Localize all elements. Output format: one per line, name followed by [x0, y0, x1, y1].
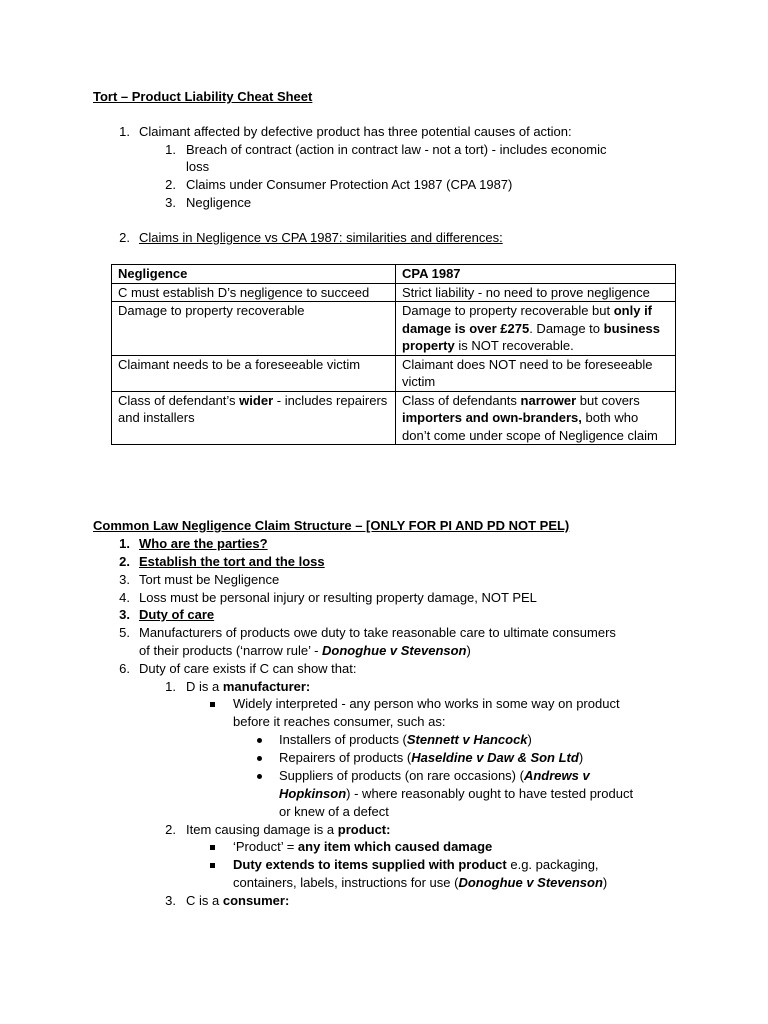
table-cell: C must establish D’s negligence to succeed: [112, 283, 396, 302]
table-cell: Strict liability - no need to prove negligence: [396, 283, 676, 302]
text-run: Installers of products (: [279, 732, 407, 747]
square-bullet-icon: [210, 863, 215, 868]
text-bold: product:: [337, 822, 391, 837]
text-bold: consumer:: [222, 893, 290, 908]
case-citation: Hopkinson: [279, 786, 347, 801]
sub2-bullet1: [233, 838, 492, 856]
case-citation: Andrews v: [523, 768, 590, 783]
text-bold: Duty extends to items supplied with product: [233, 857, 507, 872]
s3-item-text: [139, 642, 471, 660]
table-row: [112, 355, 676, 391]
s3-item-number: 3.: [119, 572, 130, 587]
s3-item-text: Duty of care exists if C can show that:: [139, 661, 357, 676]
s3-item-text: Duty of care: [139, 607, 215, 622]
s3-item-text: Manufacturers of products owe duty to take reasonable care to ultimate consumers: [139, 625, 616, 640]
square-bullet-icon: [210, 845, 215, 850]
table-header-row: [112, 265, 676, 284]
cell-text-bold: only if damage is over £275: [402, 303, 653, 336]
table-header-cpa: CPA 1987: [396, 265, 676, 284]
text-run: Repairers of products (: [279, 750, 412, 765]
sub2-number: 2.: [165, 822, 176, 837]
sub1-number: 1.: [165, 679, 176, 694]
s3-item-number: 2.: [119, 554, 130, 569]
table-row: [112, 391, 676, 445]
case-citation: Stennett v Hancock: [406, 732, 528, 747]
text-run: ): [602, 875, 608, 890]
dot-bullet-icon: [257, 774, 262, 779]
text-run: ): [578, 750, 584, 765]
table-cell: Damage to property recoverable: [112, 302, 396, 356]
cell-text: - includes repairers and installers: [118, 392, 388, 425]
sub1-text: [186, 678, 310, 696]
text-run: Suppliers of products (on rare occasions) (: [279, 768, 524, 783]
cell-text: is NOT recoverable.: [454, 338, 574, 353]
case-citation: Haseldine v Daw & Son Ltd: [411, 750, 579, 765]
table-cell: Claimant needs to be a foreseeable victim: [112, 355, 396, 391]
text-run: D is a: [186, 679, 223, 694]
s3-item-text: Tort must be Negligence: [139, 572, 280, 587]
text-bold: any item which caused damage: [297, 839, 493, 854]
case-citation: Donoghue v Stevenson: [322, 643, 467, 658]
section1-number: 1.: [119, 124, 130, 139]
text-run: ‘Product’ =: [233, 839, 298, 854]
section1-item2-number: 2.: [165, 177, 176, 192]
cell-text-bold: wider: [239, 392, 274, 408]
cell-text: Class of defendant’s: [118, 392, 240, 408]
s3-item-number: 3.: [119, 607, 130, 622]
sub1-bullet-line1: Widely interpreted - any person who works in some way on product: [233, 696, 620, 711]
section1-item3-line1: Negligence: [186, 195, 252, 210]
cell-text-bold: narrower: [520, 392, 577, 408]
sub2-bullet2: [233, 856, 599, 874]
sub2-text: [186, 821, 390, 839]
text-run: e.g. packaging,: [506, 857, 599, 872]
s3-item-number: 6.: [119, 661, 130, 676]
s3-item-text: Loss must be personal injury or resulting property damage, NOT PEL: [139, 590, 537, 605]
cell-text: Class of defendants: [402, 392, 521, 408]
s3-item-number: 4.: [119, 590, 130, 605]
cell-text-bold: business property: [402, 320, 660, 353]
section2-number: 2.: [119, 230, 130, 245]
cell-text-bold: importers and own-branders,: [402, 410, 582, 425]
case-citation: Donoghue v Stevenson: [458, 875, 603, 890]
s3-item-number: 1.: [119, 536, 130, 551]
s3-item-text: Establish the tort and the loss: [139, 554, 325, 569]
section2-text: Claims in Negligence vs CPA 1987: similarities and differences:: [139, 230, 503, 245]
cell-text: but covers: [576, 392, 640, 408]
table-cell: Claimant does NOT need to be foreseeable victim: [396, 355, 676, 391]
dot-bullet-icon: [257, 738, 262, 743]
square-bullet-icon: [210, 702, 215, 707]
table-cell: [396, 391, 676, 445]
sub1-dot-item: [279, 749, 583, 767]
text-run: ): [466, 643, 471, 658]
section1-item2-line1: Claims under Consumer Protection Act 1987 (CPA 1987): [186, 177, 513, 192]
cell-text: . Damage to: [529, 320, 604, 336]
table-row: [112, 302, 676, 356]
page-title: Tort – Product Liability Cheat Sheet: [93, 89, 313, 104]
sub1-dot-item: [279, 767, 590, 785]
dot-bullet-icon: [257, 756, 262, 761]
sub1-dot-item-cont: or knew of a defect: [279, 804, 389, 819]
section1-item1-number: 1.: [165, 142, 176, 157]
section1-item3-number: 3.: [165, 195, 176, 210]
comparison-table: [111, 264, 676, 445]
s3-item-number: 5.: [119, 625, 130, 640]
text-run: of their products (‘narrow rule’ -: [139, 643, 323, 658]
text-run: C is a: [186, 893, 223, 908]
cell-text: both who don’t come under scope of Negligence claim: [402, 410, 658, 443]
sub1-bullet-line2: before it reaches consumer, such as:: [233, 714, 446, 729]
table-row: [112, 283, 676, 302]
text-bold: manufacturer:: [222, 679, 311, 694]
text-run: Item causing damage is a: [186, 822, 338, 837]
section3-heading: Common Law Negligence Claim Structure – [ONLY FOR PI AND PD NOT PEL): [93, 518, 570, 533]
sub1-dot-item: [279, 731, 532, 749]
sub1-dot-item-cont: [279, 785, 633, 803]
text-run: ) - where reasonably ought to have tested product: [346, 786, 634, 801]
table-cell: [396, 302, 676, 356]
s3-item-text: Who are the parties?: [139, 536, 268, 551]
table-header-negligence: Negligence: [112, 265, 396, 284]
sub3-text: [186, 892, 289, 910]
section1-item1-line2: loss: [186, 159, 210, 174]
section1-item1-line1: Breach of contract (action in contract law - not a tort) - includes economic: [186, 142, 607, 157]
sub2-bullet2-cont: [233, 874, 607, 892]
sub3-number: 3.: [165, 893, 176, 908]
text-run: ): [527, 732, 532, 747]
section1-text: Claimant affected by defective product has three potential causes of action:: [139, 124, 572, 139]
table-cell: [112, 391, 396, 445]
text-run: containers, labels, instructions for use (: [233, 875, 459, 890]
cell-text: Damage to property recoverable but: [402, 303, 614, 318]
